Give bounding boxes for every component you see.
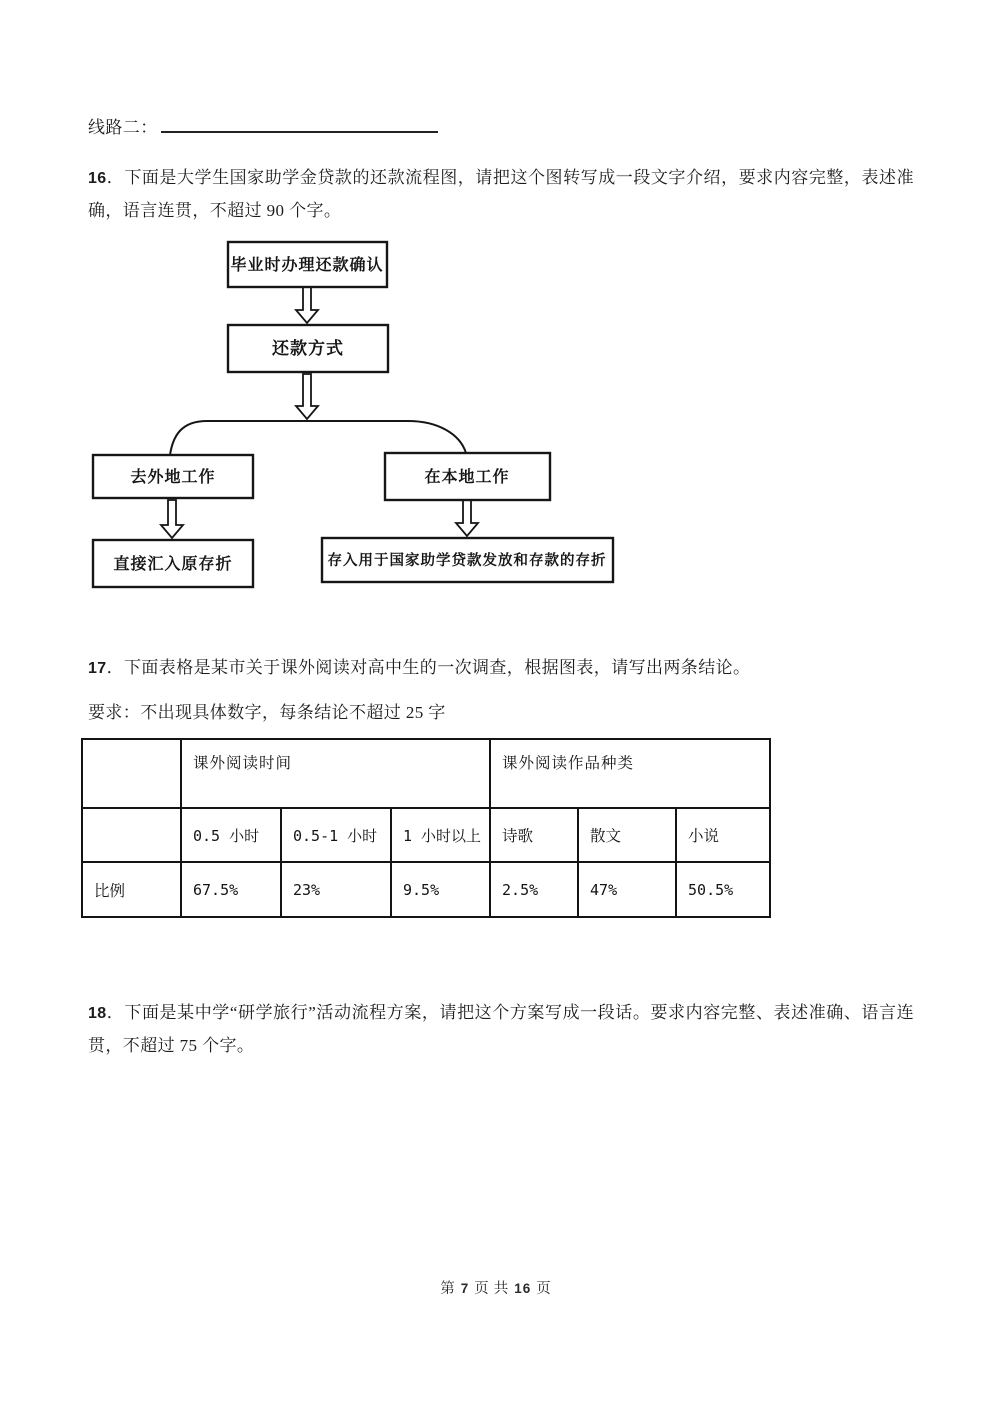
flow-node-method-label: 还款方式	[272, 339, 344, 358]
table-value-cell: 50.5%	[676, 862, 770, 917]
footer-total-pages: 16	[514, 1281, 532, 1296]
table-corner-cell	[82, 739, 181, 808]
table-subheader: 0.5-1 小时	[281, 808, 391, 862]
question-18-text: ．下面是某中学“研学旅行”活动流程方案，请把这个方案写成一段话。要求内容完整、表述准确、语言连贯，不超过 75 个字。	[88, 1003, 914, 1055]
fill-in-blank-underline	[161, 112, 438, 133]
table-value-cell: 9.5%	[391, 862, 490, 917]
flow-node-left-result	[93, 540, 253, 587]
arrow-down-icon	[296, 287, 318, 323]
table-subheader-row	[82, 808, 770, 862]
branch-split-curve	[170, 421, 466, 455]
footer-text: 页	[474, 1281, 490, 1297]
table-subheader: 0.5 小时	[181, 808, 281, 862]
flow-node-right-result-label: 存入用于国家助学贷款发放和存款的存折	[327, 553, 607, 569]
arrow-down-icon	[296, 374, 318, 419]
table-subheader: 1 小时以上	[391, 808, 490, 862]
table-subheader: 诗歌	[490, 808, 578, 862]
reading-survey-table	[81, 738, 771, 918]
flow-node-right-branch-label: 在本地工作	[424, 469, 510, 486]
table-row-label: 比例	[82, 862, 181, 917]
question-17-text: ．下面表格是某市关于课外阅读对高中生的一次调查，根据图表，请写出两条结论。	[106, 658, 751, 677]
flow-node-top	[228, 242, 387, 287]
page-footer	[0, 1277, 992, 1298]
footer-page-number: 7	[460, 1281, 470, 1296]
footer-text: 共	[493, 1281, 510, 1297]
table-values-row	[82, 862, 770, 917]
flow-node-right-result	[322, 538, 613, 582]
flow-node-left-branch	[93, 455, 253, 498]
table-subheader: 小说	[676, 808, 770, 862]
table-group-header-time: 课外阅读时间	[181, 739, 490, 808]
flow-node-left-branch-label: 去外地工作	[130, 469, 216, 486]
loan-repayment-flowchart	[85, 238, 620, 594]
question-17	[88, 652, 948, 685]
flow-node-right-branch	[385, 453, 550, 500]
footer-text: 页	[536, 1281, 552, 1297]
table-value-cell: 67.5%	[181, 862, 281, 917]
arrow-down-icon	[161, 500, 183, 538]
flow-node-method	[228, 325, 388, 372]
arrow-down-icon	[456, 500, 478, 536]
route-two-line	[88, 112, 438, 144]
flow-node-top-label: 毕业时办理还款确认	[230, 257, 384, 274]
question-16	[88, 162, 914, 227]
question-16-text: ．下面是大学生国家助学金贷款的还款流程图，请把这个图转写成一段文字介绍，要求内容完整，表述准确，语言连贯，不超过 90 个字。	[88, 168, 914, 220]
question-17-number: 17	[88, 660, 107, 677]
table-value-cell: 23%	[281, 862, 391, 917]
route-two-label: 线路二：	[88, 118, 158, 137]
table-subheader: 散文	[578, 808, 676, 862]
table-group-header-genre: 课外阅读作品种类	[490, 739, 770, 808]
table-empty-cell	[82, 808, 181, 862]
flow-node-left-result-label: 直接汇入原存折	[113, 556, 233, 573]
question-18-number: 18	[88, 1005, 107, 1022]
table-value-cell: 47%	[578, 862, 676, 917]
question-18	[88, 997, 914, 1062]
question-16-number: 16	[88, 170, 107, 187]
footer-text: 第	[440, 1281, 456, 1297]
table-group-header-row	[82, 739, 770, 808]
question-17-requirement: 要求：不出现具体数字，每条结论不超过 25 字	[88, 703, 446, 722]
table-value-cell: 2.5%	[490, 862, 578, 917]
